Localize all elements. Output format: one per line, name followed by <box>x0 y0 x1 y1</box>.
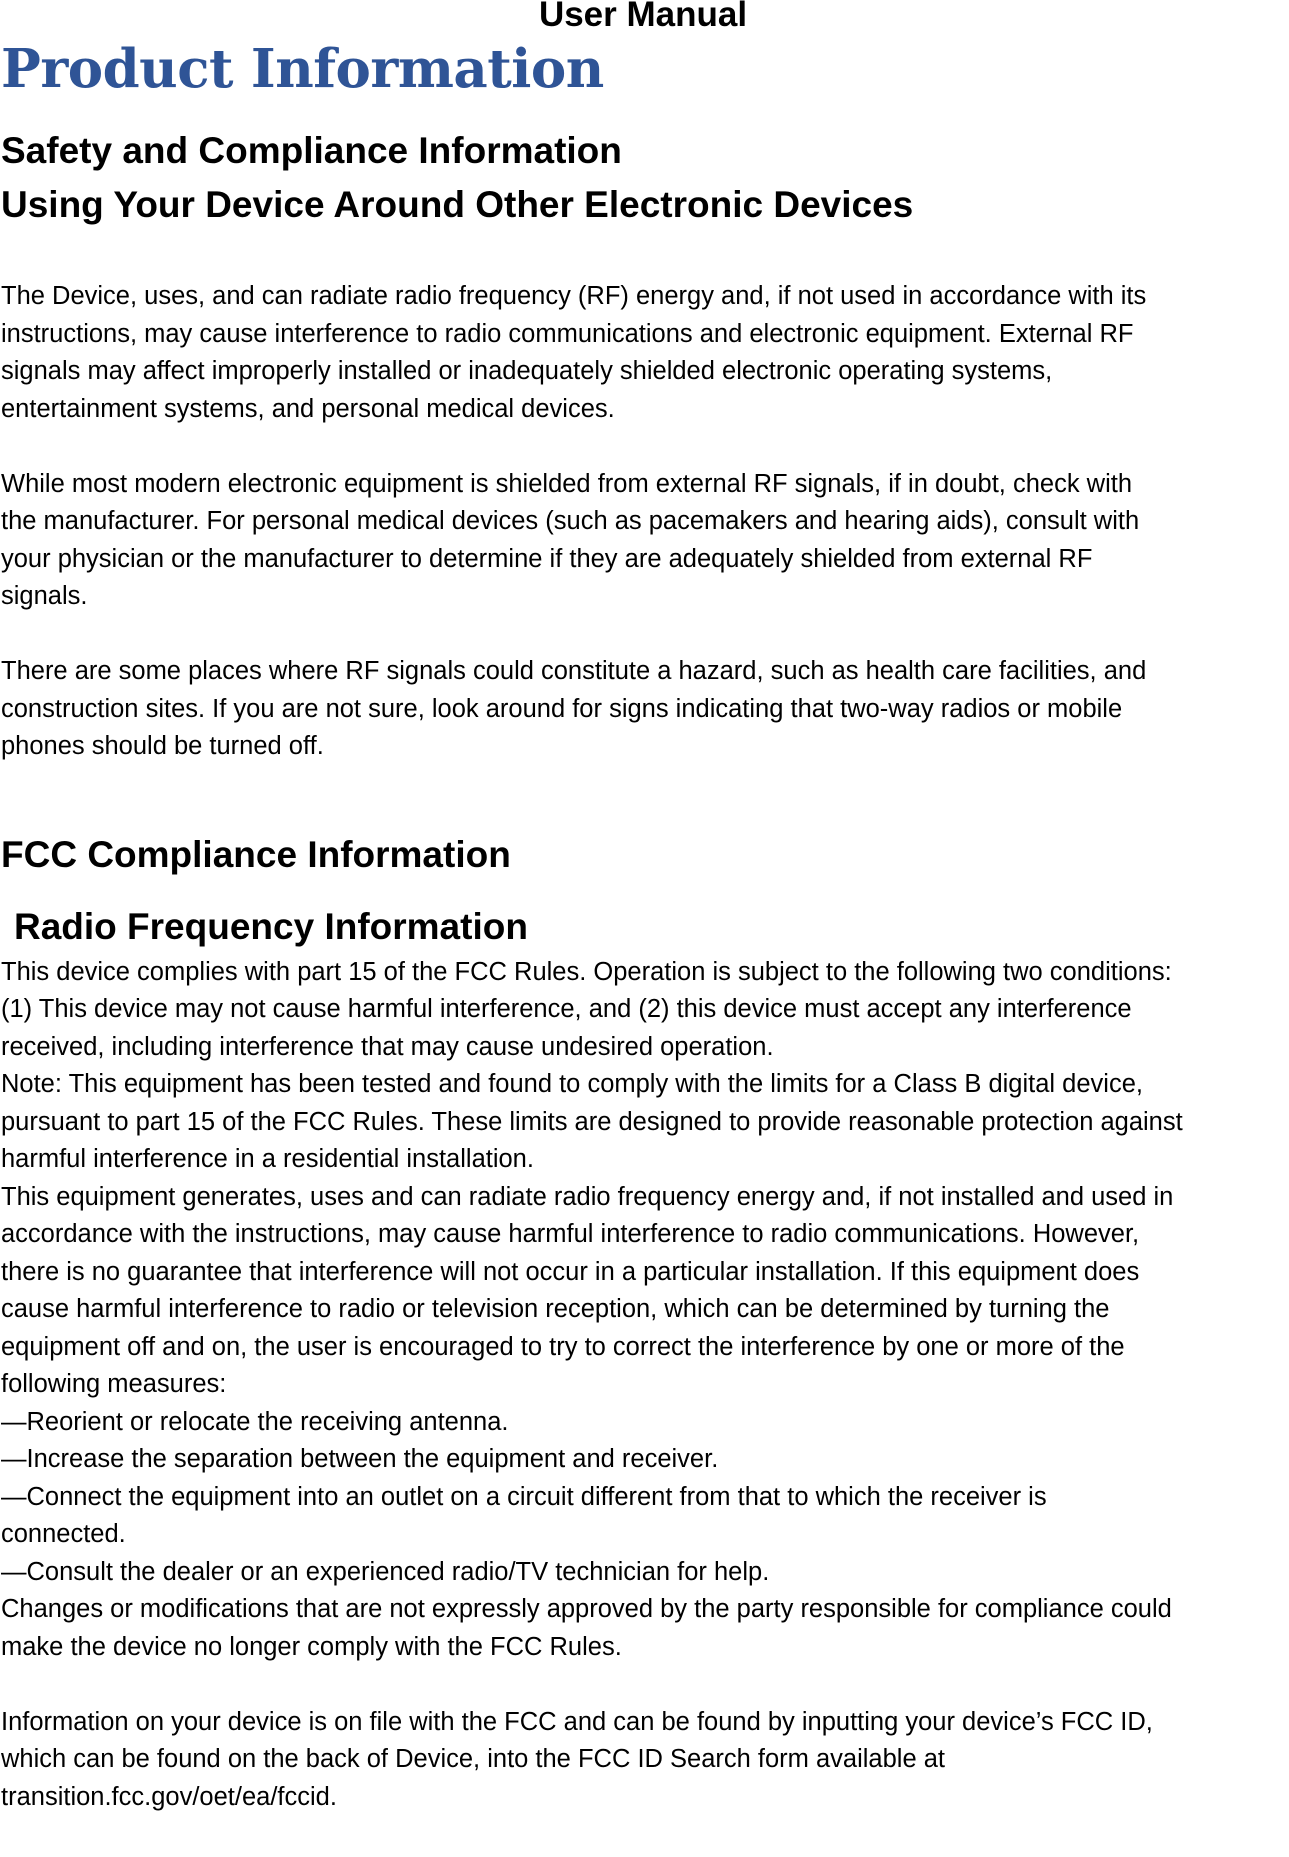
document-title: User Manual <box>538 0 748 34</box>
hazard-places-paragraph <box>1 653 1285 766</box>
measure-item: —Increase the separation between the equipment and receiver. <box>1 1445 719 1473</box>
text-line: There are some places where RF signals could constitute a hazard, such as health care facilities, and <box>1 657 1147 685</box>
text-line: construction sites. If you are not sure, look around for signs indicating that two-way radios or mobile <box>1 694 1123 723</box>
measure-item: —Connect the equipment into an outlet on a circuit different from that to which the receiver is <box>1 1482 1047 1511</box>
text-line: instructions, may cause interference to radio communications and electronic equipment. External RF <box>1 319 1134 348</box>
fcc-id-paragraph <box>1 1704 1285 1817</box>
rf-energy-paragraph <box>1 278 1285 428</box>
fcc-compliance-heading: FCC Compliance Information <box>1 833 511 875</box>
text-line: following measures: <box>1 1370 227 1398</box>
text-line: Changes or modifications that are not expressly approved by the party responsible for compliance could <box>1 1595 1172 1623</box>
text-line: The Device, uses, and can radiate radio frequency (RF) energy and, if not used in accordance with its <box>1 282 1147 310</box>
safety-compliance-heading: Safety and Compliance Information <box>1 130 622 171</box>
text-line: phones should be turned off. <box>1 732 324 760</box>
text-line: there is no guarantee that interference will not occur in a particular installation. If this equipment does <box>1 1257 1140 1286</box>
text-line: the manufacturer. For personal medical devices (such as pacemakers and hearing aids), consult with <box>1 507 1140 535</box>
text-line: This device complies with part 15 of the FCC Rules. Operation is subject to the following two conditions: <box>1 957 1172 986</box>
text-line: signals may affect improperly installed or inadequately shielded electronic operating systems, <box>1 357 1053 385</box>
radio-frequency-heading: Radio Frequency Information <box>14 905 528 947</box>
text-line: make the device no longer comply with the FCC Rules. <box>1 1632 622 1661</box>
text-line: signals. <box>1 582 88 610</box>
text-line: accordance with the instructions, may cause harmful interference to radio communications. However, <box>1 1220 1140 1248</box>
shielding-paragraph <box>1 466 1285 616</box>
text-line: Information on your device is on file with the FCC and can be found by inputting your device’s FCC ID, <box>1 1707 1153 1736</box>
text-line: equipment off and on, the user is encouraged to try to correct the interference by one or more of the <box>1 1332 1125 1361</box>
text-line: pursuant to part 15 of the FCC Rules. These limits are designed to provide reasonable protection against <box>1 1107 1183 1136</box>
measure-item: —Consult the dealer or an experienced radio/TV technician for help. <box>1 1557 770 1586</box>
text-line: received, including interference that may cause undesired operation. <box>1 1032 774 1061</box>
text-line: (1) This device may not cause harmful interference, and (2) this device must accept any interference <box>1 995 1132 1023</box>
text-line: which can be found on the back of Device, into the FCC ID Search form available at <box>1 1745 945 1773</box>
fcc-rules-paragraph <box>1 954 1285 1667</box>
electronic-devices-heading: Using Your Device Around Other Electronic Devices <box>1 184 914 225</box>
measure-item: —Reorient or relocate the receiving antenna. <box>1 1407 509 1436</box>
text-line: Note: This equipment has been tested and found to comply with the limits for a Class B digital device, <box>1 1070 1143 1098</box>
text-line: This equipment generates, uses and can radiate radio frequency energy and, if not installed and used in <box>1 1182 1174 1211</box>
measure-item: connected. <box>1 1520 126 1548</box>
fcc-id-url: transition.fcc.gov/oet/ea/fccid. <box>1 1782 337 1811</box>
text-line: entertainment systems, and personal medical devices. <box>1 394 615 423</box>
text-line: While most modern electronic equipment is shielded from external RF signals, if in doubt, check with <box>1 469 1133 498</box>
text-line: cause harmful interference to radio or television reception, which can be determined by turning the <box>1 1295 1110 1323</box>
product-information-heading: Product Information <box>1 38 604 100</box>
text-line: harmful interference in a residential installation. <box>1 1145 534 1173</box>
text-line: your physician or the manufacturer to determine if they are adequately shielded from external RF <box>1 544 1093 573</box>
